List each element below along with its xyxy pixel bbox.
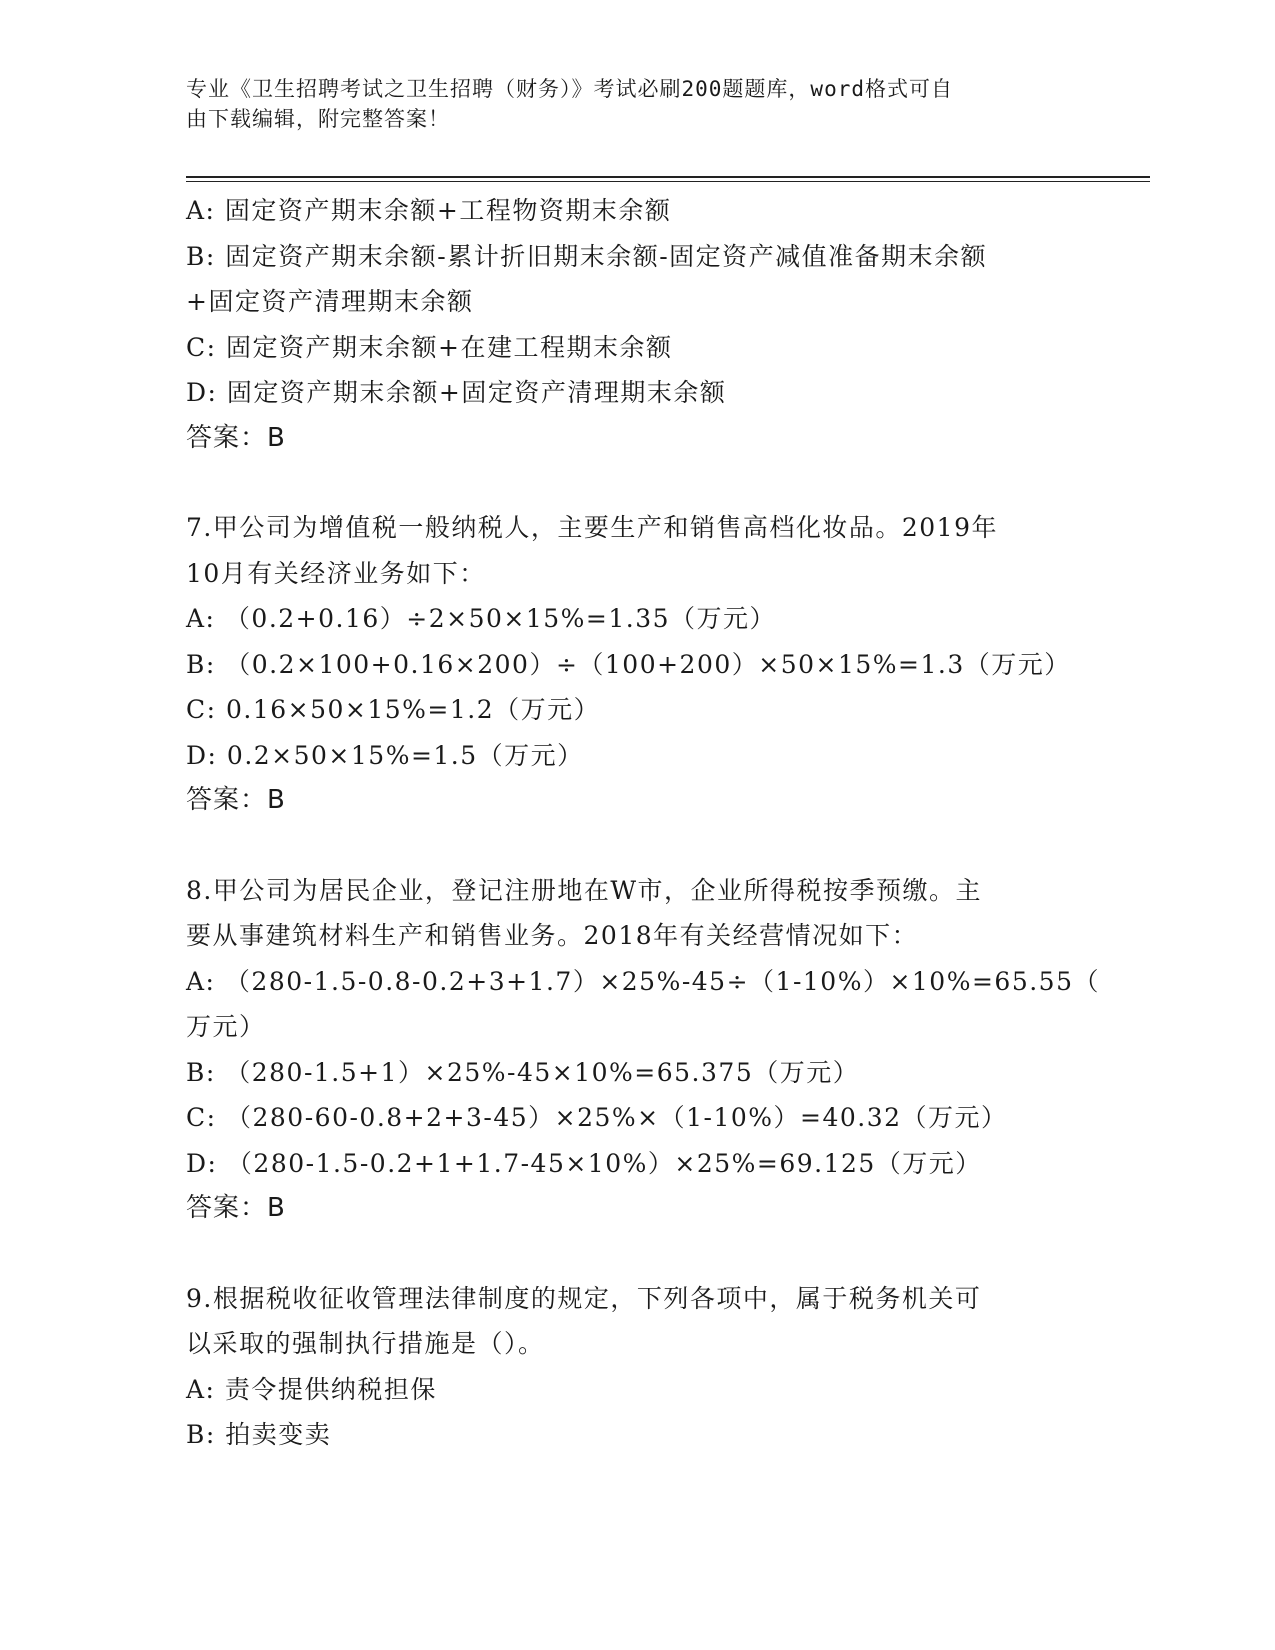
- spacer: [186, 461, 1086, 505]
- question-stem: 8.甲公司为居民企业，登记注册地在W市，企业所得税按季预缴。主: [186, 875, 983, 905]
- question-block-6: [186, 188, 1086, 461]
- option-a: A: 固定资产期末余额+工程物资期末余额: [186, 196, 672, 225]
- answer: 答案：B: [186, 422, 286, 453]
- answer: 答案：B: [186, 1193, 286, 1223]
- spacer: [186, 1232, 1086, 1276]
- question-block-9: [186, 1276, 1086, 1458]
- document-header: [186, 74, 1086, 134]
- question-stem: 7.甲公司为增值税一般纳税人，主要生产和销售高档化妆品。2019年: [186, 513, 998, 542]
- option-a-continued: 万元）: [186, 1012, 266, 1041]
- option-b: B: 拍卖变卖: [186, 1420, 332, 1449]
- question-block-7: [186, 505, 1086, 824]
- question-content: [186, 188, 1100, 1458]
- option-d: D: （280-1.5-0.2+1+1.7-45×10%）×25%=69.125（万元）: [186, 1148, 982, 1178]
- option-a: A: （280-1.5-0.8-0.2+3+1.7）×25%-45÷（1-10%）×10%=65.55（: [186, 966, 1100, 996]
- question-stem-continued: 10月有关经济业务如下：: [186, 558, 486, 588]
- question-stem: 9.根据税收征收管理法律制度的规定，下列各项中，属于税务机关可: [186, 1283, 982, 1313]
- option-a: A: （0.2+0.16）÷2×50×15%=1.35（万元）: [186, 604, 777, 633]
- option-d: D: 固定资产期末余额+固定资产清理期末余额: [186, 378, 727, 407]
- question-stem-continued: 要从事建筑材料生产和销售业务。2018年有关经营情况如下：: [186, 921, 919, 950]
- option-b: B: 固定资产期末余额-累计折旧期末余额-固定资产减值准备期末余额: [186, 241, 988, 271]
- spacer: [186, 824, 1086, 868]
- option-a: A: 责令提供纳税担保: [186, 1374, 437, 1404]
- option-c: C: 0.16×50×15%=1.2（万元）: [186, 695, 601, 724]
- option-d: D: 0.2×50×15%=1.5（万元）: [186, 740, 584, 770]
- option-b: B: （0.2×100+0.16×200）÷（100+200）×50×15%=1.3（万元）: [186, 649, 1071, 679]
- header-line-2: 由下载编辑，附完整答案！: [186, 107, 450, 131]
- option-c: C: （280-60-0.8+2+3-45）×25%×（1-10%）=40.32（万元）: [186, 1103, 1008, 1132]
- answer: 答案：B: [186, 785, 286, 815]
- header-divider-thin: [186, 181, 1150, 182]
- header-line-1: 专业《卫生招聘考试之卫生招聘（财务）》考试必刷200题题库，word格式可自: [186, 77, 953, 101]
- option-b-continued: +固定资产清理期末余额: [186, 287, 474, 316]
- header-divider-thick: [186, 176, 1150, 178]
- option-c: C: 固定资产期末余额+在建工程期末余额: [186, 332, 673, 362]
- question-block-8: [186, 868, 1100, 1232]
- question-stem-continued: 以采取的强制执行措施是（）。: [186, 1329, 545, 1358]
- option-b: B: （280-1.5+1）×25%-45×10%=65.375（万元）: [186, 1057, 860, 1087]
